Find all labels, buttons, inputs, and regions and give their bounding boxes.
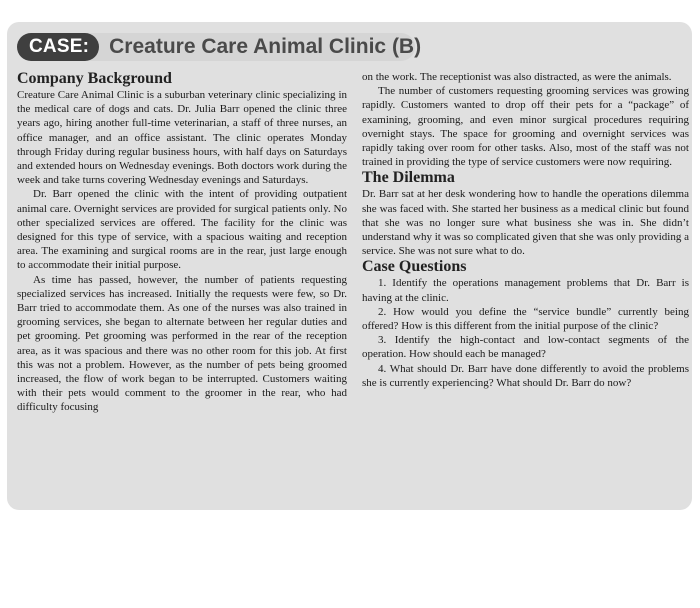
background-paragraph-2: Dr. Barr opened the clinic with the intent of providing outpatient animal care. Overnight services are provided for surgical patients only. No other specialized services are offered. The facility for the clinic was designed for this type of service, with a spacious waiting and reception area. The examining and surgical rooms are in the rear, just large enough to accommodate their initial purpose. — [17, 188, 347, 272]
grooming-paragraph: The number of customers requesting grooming services was growing rapidly. Customers wanted to drop off their pets for a “package” of examining, grooming, and even minor surgical procedures requiring overnight stays. The space for grooming and overnight services was rapidly taking over room for other tasks. Also, most of the staff was not trained in providing the type of service customers were now requiring. — [362, 85, 689, 169]
background-paragraph-3: As time has passed, however, the number of patients requesting specialized services has increased. Initially the requests were few, so Dr. Barr tried to accommodate them. As one of the nurses was also trained in grooming services, she began to alternate between her regular duties and pet grooming. Pet grooming was performed in the rear of the reception area, as it was spacious and there was no other room for this job. At first this was not a problem. However, as the number of pets being groomed increased, the flow of work began to be interrupted. Customers waiting with their pets would comment to the groomer in the rear, who had difficulty focusing — [17, 273, 347, 414]
question-3: 3. Identify the high-contact and low-contact segments of the operation. How should each be managed? — [362, 334, 689, 361]
dilemma-paragraph: Dr. Barr sat at her desk wondering how to handle the operations dilemma she was faced with. She started her business as a medical clinic but found that she was no longer sure what business she was in. She didn’t understand why it was so complicated given that she was only providing a service. She was not sure what to do. — [362, 188, 689, 258]
left-column — [17, 70, 347, 415]
question-4: 4. What should Dr. Barr have done differently to avoid the problems she is currently experiencing? What should Dr. Barr do now? — [362, 362, 689, 389]
dilemma-heading: The Dilemma — [362, 169, 455, 187]
case-panel — [7, 22, 692, 510]
background-paragraph-1: Creature Care Animal Clinic is a suburban veterinary clinic specializing in the medical care of dogs and cats. Dr. Julia Barr opened the clinic three years ago, hiring another full-time veterinarian, a staff of three nurses, an office manager, and an office assistant. The clinic operates Monday through Friday during regular business hours, with half days on Saturdays and extended hours on Wednesday evenings. Both doctors work during the week and take turns covering Wednesday evenings and Saturdays. — [17, 89, 347, 187]
right-column — [362, 70, 689, 390]
case-header — [17, 33, 422, 61]
company-background-heading: Company Background — [17, 70, 172, 87]
question-1: 1. Identify the operations management problems that Dr. Barr is having at the clinic. — [362, 277, 689, 304]
continuation-paragraph: on the work. The receptionist was also distracted, as were the animals. — [362, 71, 672, 83]
question-2: 2. How would you define the “service bundle” currently being offered? How is this different from the initial purpose of the clinic? — [362, 305, 689, 333]
case-questions-heading: Case Questions — [362, 258, 467, 276]
case-title: Creature Care Animal Clinic (B) — [109, 35, 422, 58]
case-badge: CASE: — [17, 33, 99, 61]
